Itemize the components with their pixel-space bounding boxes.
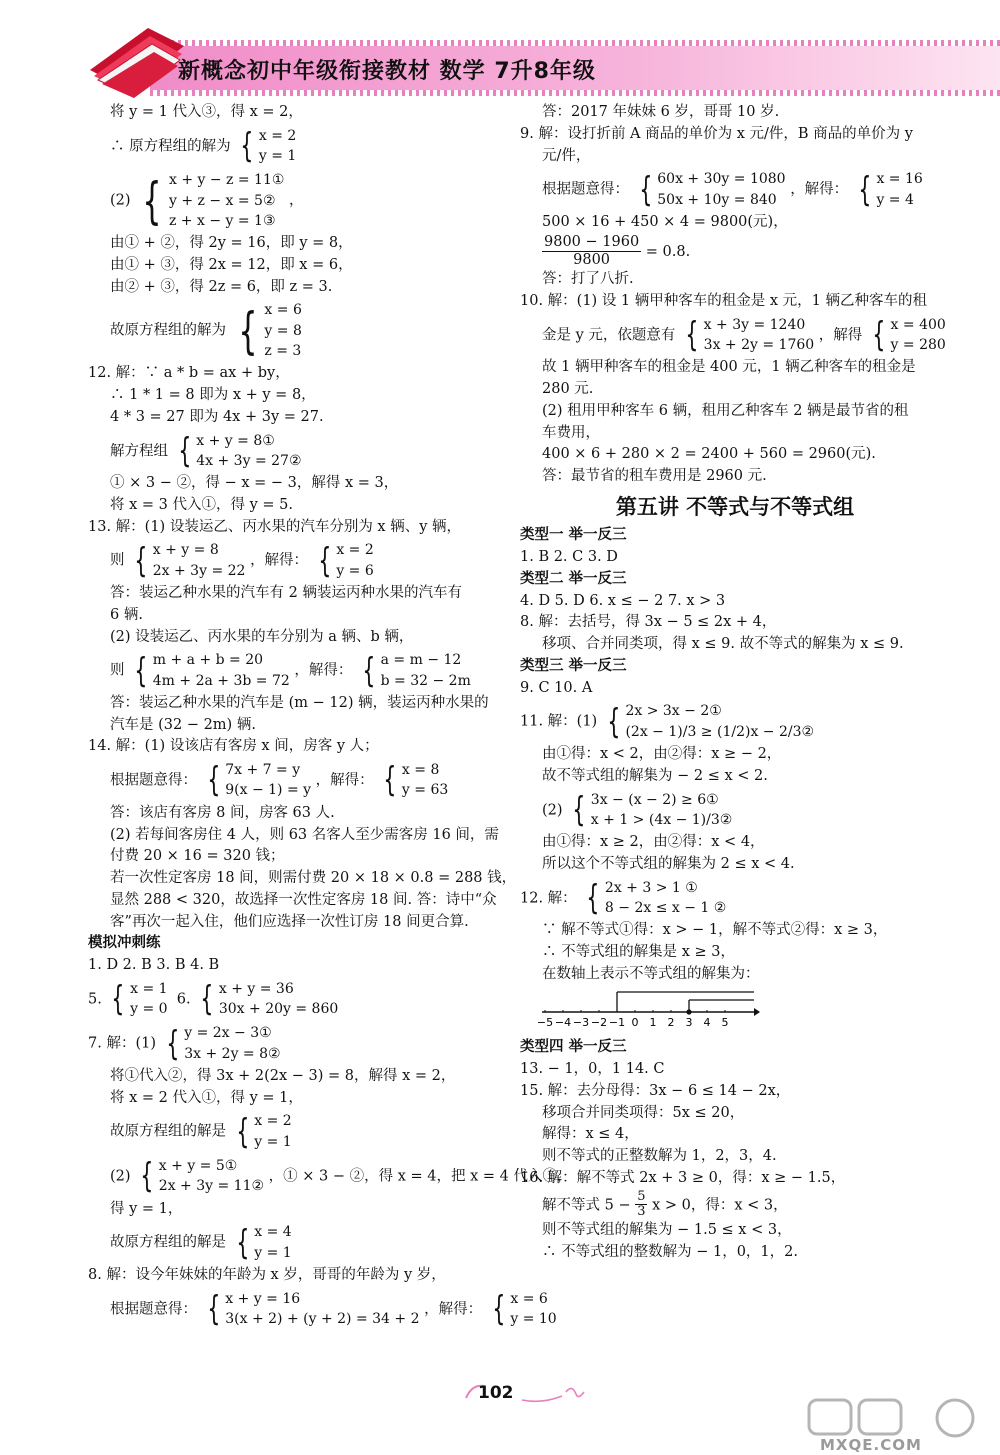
numerator: 9800 − 1960 xyxy=(542,234,641,252)
eq: 7x + 7 = y xyxy=(225,762,301,779)
text: 12. 解： xyxy=(520,889,577,906)
eq: x + y = 8 xyxy=(152,542,219,559)
text-line: 由①得：x < 2，由②得：x ≥ − 2， xyxy=(542,746,782,763)
text-line: 10. 解：(1) 设 1 辆甲种客车的租金是 x 元，1 辆乙种客车的租 xyxy=(520,293,927,310)
eq: a = m − 12 xyxy=(380,652,462,669)
eq: x = 6 xyxy=(510,1290,548,1307)
equation-system xyxy=(88,168,508,233)
equation-system xyxy=(88,1154,572,1199)
eq: y = 8 xyxy=(264,322,302,339)
eq: z = 3 xyxy=(264,343,302,360)
text-line: 解得：x ≤ 4， xyxy=(542,1126,639,1143)
text-line: 13. − 1，0，1 14. C xyxy=(520,1061,665,1077)
text-line: 车费用， xyxy=(542,424,600,441)
brace-icon: { xyxy=(177,430,191,471)
eq: (2x − 1)/3 ≥ (1/2)x − 2/3② xyxy=(625,723,815,740)
denominator: 9800 xyxy=(573,251,611,268)
text: ，① × 3 − ②，得 x = 4，把 x = 4 代入①， xyxy=(268,1168,572,1185)
eq: x = 2 xyxy=(336,542,374,559)
brace-icon: { xyxy=(235,1222,249,1263)
text: 故原方程组的解是 xyxy=(110,1123,226,1140)
equation-system xyxy=(88,1021,508,1066)
eq: 2x + 3y = 22 xyxy=(152,562,246,579)
text-line: ∴ 1 * 1 = 8 即为 x + y = 8， xyxy=(110,387,316,404)
text: ，解得： xyxy=(315,772,374,789)
eq: x = 4 xyxy=(254,1224,292,1241)
text: ，解得： xyxy=(294,662,353,679)
text-line: 由① + ③，得 2x = 12，即 x = 6， xyxy=(110,256,353,273)
eq: 3x + 2y = 8② xyxy=(184,1045,281,1062)
equation-system xyxy=(88,429,508,474)
text-line: 移项、合并同类项，得 x ≤ 9. 故不等式的解集为 x ≤ 9. xyxy=(542,636,904,653)
text: 7. 解：(1) xyxy=(88,1035,156,1052)
text-line: 400 × 6 + 280 × 2 = 2400 + 560 = 2960(元). xyxy=(542,446,876,463)
brace-icon: { xyxy=(165,1023,179,1064)
text-line: 4. D 5. D 6. x ≤ − 2 7. x > 3 xyxy=(520,592,726,609)
brace-icon: { xyxy=(235,1111,249,1152)
text: (2) xyxy=(110,192,131,209)
text-line: 答：2017 年妹妹 6 岁，哥哥 10 岁. xyxy=(542,104,780,120)
eq: y = 63 xyxy=(401,782,449,799)
axis-tick-label: −3 xyxy=(572,1015,590,1029)
page-number: 102 xyxy=(478,1383,514,1403)
eq: 3(x + 2) + (y + 2) = 34 + 2 xyxy=(225,1311,420,1328)
text-line: 元/件， xyxy=(542,147,591,164)
text-line: 将 x = 2 代入①，得 y = 1， xyxy=(110,1089,303,1106)
text-line: 付费 20 × 16 = 320 钱； xyxy=(110,848,285,865)
eq: 2x + 3y = 11② xyxy=(158,1178,265,1195)
text-line: 6 辆. xyxy=(110,606,143,623)
brace-icon: { xyxy=(134,540,148,581)
brace-icon: { xyxy=(492,1289,506,1330)
eq: 4x + 3y = 27② xyxy=(196,452,302,469)
text: 故原方程组的解为 xyxy=(110,322,226,339)
text-line: 显然 288 < 320，故选择一次性定客房 18 间. 答：诗中“众 xyxy=(110,891,497,908)
eq: 3x + 2y = 1760 xyxy=(703,337,815,354)
axis-tick-label: 1 xyxy=(649,1015,657,1029)
brace-icon: { xyxy=(362,650,376,691)
text-line: 若一次性定客房 18 间，则需付费 20 × 18 × 0.8 = 288 钱， xyxy=(110,870,517,886)
text-line: 答：最节省的租车费用是 2960 元. xyxy=(542,468,767,485)
text-line: 16. 解：解不等式 2x + 3 ≥ 0，得：x ≥ − 1.5， xyxy=(520,1169,846,1186)
eq: y = 0 xyxy=(130,1001,168,1018)
brace-icon: { xyxy=(872,315,886,356)
text-line: 答：该店有客房 8 间，房客 63 人. xyxy=(110,804,335,821)
text: 则 xyxy=(110,662,125,679)
text: 解不等式 5 − xyxy=(542,1196,631,1213)
text: (2) xyxy=(110,1168,131,1185)
type-heading: 类型三 举一反三 xyxy=(520,657,627,674)
eq: y = 2x − 3① xyxy=(184,1025,272,1042)
text-line: 答：打了八折. xyxy=(542,271,634,288)
equation-system xyxy=(88,758,508,803)
brace-icon: { xyxy=(383,760,397,801)
eq: x + y − z = 11① xyxy=(168,172,285,189)
text-line: ∵ 解不等式①得：x > − 1，解不等式②得：x ≥ 3， xyxy=(542,922,888,939)
eq: y + z − x = 5② xyxy=(168,192,276,209)
equation-system xyxy=(520,876,950,921)
equation-system xyxy=(88,538,508,583)
eq: b = 32 − 2m xyxy=(380,672,471,689)
brace-icon: { xyxy=(572,789,586,830)
number-line xyxy=(536,988,760,1030)
equation-system xyxy=(88,298,508,363)
text-line: 15. 解：去分母得：3x − 6 ≤ 14 − 2x， xyxy=(520,1082,791,1099)
text-line: 500 × 16 + 450 × 4 = 9800(元)， xyxy=(542,213,788,230)
text-line: ① × 3 − ②，得 − x = − 3，解得 x = 3， xyxy=(110,475,399,492)
text-line: 将 x = 3 代入①，得 y = 5. xyxy=(110,496,293,513)
eq: y = 280 xyxy=(890,337,946,354)
axis-tick-label: 4 xyxy=(703,1015,711,1029)
eq: x + y = 8① xyxy=(196,432,275,449)
text: ∴ 原方程组的解为 xyxy=(110,138,231,155)
brace-icon: { xyxy=(200,979,214,1020)
equation-system xyxy=(88,124,508,169)
text: ， xyxy=(289,192,304,209)
text: 故原方程组的解是 xyxy=(110,1234,226,1251)
text-line: 12. 解：∵ a * b = ax + by， xyxy=(88,365,290,382)
equation-system xyxy=(88,648,508,693)
equation-system xyxy=(88,1287,557,1332)
text-line: 故不等式组的解集为 − 2 ≤ x < 2. xyxy=(542,767,768,784)
text-line: 由① + ②，得 2y = 16，即 y = 8， xyxy=(110,235,353,252)
equation-system xyxy=(88,1109,508,1154)
text-line: 由①得：x ≥ 2，由②得：x < 4， xyxy=(542,834,765,851)
brace-icon: { xyxy=(206,1289,220,1330)
books-icon xyxy=(88,20,188,100)
brace-icon: { xyxy=(685,315,699,356)
equation-system xyxy=(520,313,950,358)
section-title: 第五讲 不等式与不等式组 xyxy=(615,494,855,519)
eq: y = 4 xyxy=(876,191,914,208)
axis-tick-label: −2 xyxy=(590,1015,608,1029)
text-line: 4 * 3 = 27 即为 4x + 3y = 27. xyxy=(110,408,324,425)
text-line: 答：装运乙种水果的汽车是 (m − 12) 辆，装运丙种水果的 xyxy=(110,694,489,711)
eq: 30x + 20y = 860 xyxy=(218,1001,339,1018)
denominator: 3 xyxy=(637,1204,646,1220)
eq: x = 16 xyxy=(876,171,923,188)
text-line: (2) 租用甲种客车 6 辆，租用乙种客车 2 辆是最节省的租 xyxy=(542,402,909,419)
equation-system xyxy=(520,167,950,212)
text: 根据题意得： xyxy=(542,181,629,198)
equation-system xyxy=(88,1220,508,1265)
eq: x + 3y = 1240 xyxy=(703,316,806,333)
text: 11. 解：(1) xyxy=(520,713,598,730)
eq: y = 1 xyxy=(258,148,297,165)
axis-tick-label: −4 xyxy=(554,1015,572,1029)
eq: m + a + b = 20 xyxy=(152,652,264,669)
type-heading: 类型二 举一反三 xyxy=(520,570,627,587)
eq: x + y = 5① xyxy=(158,1158,238,1175)
text-line: 13. 解：(1) 设装运乙、丙水果的汽车分别为 x 辆、y 辆， xyxy=(88,518,462,535)
text-line: 客”再次一起入住，他们应选择一次性订房 18 间更合算. xyxy=(110,913,469,930)
header-title: 新概念初中年级衔接教材 数学 7升8年级 xyxy=(178,59,596,84)
text: (2) xyxy=(542,801,563,818)
text: 6. xyxy=(176,991,191,1008)
type-heading: 类型四 举一反三 xyxy=(520,1039,627,1056)
equation-system xyxy=(520,699,950,744)
text: = 0.8. xyxy=(645,243,691,260)
text-line: 8. 解：设今年妹妹的年龄为 x 岁，哥哥的年龄为 y 岁， xyxy=(88,1266,446,1283)
brace-icon: { xyxy=(607,701,621,742)
text: 金是 y 元，依题意有 xyxy=(542,327,676,344)
brace-icon: { xyxy=(140,1156,154,1197)
eq: 2x > 3x − 2① xyxy=(625,703,722,720)
fraction-line xyxy=(520,1190,950,1221)
equation-system xyxy=(520,788,950,833)
axis-arrow-icon xyxy=(754,1008,760,1016)
text: x > 0，得：x < 3， xyxy=(652,1196,788,1213)
eq: x = 1 xyxy=(130,980,168,997)
eq: 9(x − 1) = y xyxy=(225,782,312,799)
fraction-line xyxy=(520,234,950,270)
axis-tick-label: 5 xyxy=(721,1015,729,1029)
eq: x + y = 16 xyxy=(225,1290,301,1307)
text: 根据题意得： xyxy=(110,772,197,789)
eq: x + 1 > (4x − 1)/3② xyxy=(590,811,733,828)
eq: y = 6 xyxy=(336,562,374,579)
text-line: 8. 解：去括号，得 3x − 5 ≤ 2x + 4， xyxy=(520,614,777,631)
text-line: 汽车是 (32 − 2m) 辆. xyxy=(110,716,256,733)
numerator: 5 xyxy=(637,1188,646,1204)
text-line: 则不等式组的解集为 − 1.5 ≤ x < 3， xyxy=(542,1222,792,1239)
text-line: (2) 若每间客房住 4 人，则 63 名客人至少需客房 16 间，需 xyxy=(110,826,499,843)
brace-icon: { xyxy=(318,540,331,581)
text-line: 在数轴上表示不等式组的解集为： xyxy=(542,965,760,982)
brace-icon: { xyxy=(111,979,125,1020)
eq: y = 1 xyxy=(254,1133,292,1150)
page-header xyxy=(0,0,1000,100)
brace-icon: { xyxy=(237,301,258,360)
text: 5. xyxy=(88,991,102,1008)
text-line: 将①代入②，得 3x + 2(2x − 3) = 8，解得 x = 2， xyxy=(110,1067,456,1084)
text: ，解得： xyxy=(790,181,849,198)
eq: 50x + 10y = 840 xyxy=(657,191,777,208)
header-dots-bottom xyxy=(150,90,1000,96)
text-line: 1. B 2. C 3. D xyxy=(520,549,618,566)
text-line: ∴ 不等式组的解集是 x ≥ 3， xyxy=(542,944,735,960)
brace-icon: { xyxy=(206,760,220,801)
eq: 60x + 30y = 1080 xyxy=(657,171,786,188)
text-line: 故 1 辆甲种客车的租金是 400 元，1 辆乙种客车的租金是 xyxy=(542,359,916,376)
eq: x = 2 xyxy=(254,1113,292,1130)
right-column xyxy=(520,102,950,1264)
text-line: (2) 设装运乙、丙水果的车分别为 a 辆、b 辆， xyxy=(110,628,414,645)
brace-icon: { xyxy=(858,169,872,210)
axis-tick-label: 2 xyxy=(667,1015,675,1029)
watermark-text: MXQE.COM xyxy=(820,1436,922,1454)
axis-tick-label: −5 xyxy=(536,1015,554,1029)
text-line: 14. 解：(1) 设该店有客房 x 间，房客 y 人； xyxy=(88,738,379,755)
text: 则 xyxy=(110,552,125,569)
eq: x = 6 xyxy=(264,302,302,319)
text-line: 9. 解：设打折前 A 商品的单价为 x 元/件，B 商品的单价为 y xyxy=(520,125,913,142)
text-line: 所以这个不等式组的解集为 2 ≤ x < 4. xyxy=(542,855,795,872)
text-line: 答：装运乙种水果的汽车有 2 辆装运丙种水果的汽车有 xyxy=(110,585,462,602)
eq: 4m + 2a + 3b = 72 xyxy=(152,672,290,689)
text-line: 移项合并同类项得：5x ≤ 20， xyxy=(542,1104,745,1121)
text-line: 将 y = 1 代入③，得 x = 2， xyxy=(110,104,303,120)
eq: y = 1 xyxy=(254,1244,292,1261)
brace-icon: { xyxy=(240,126,254,167)
text-line: 得 y = 1， xyxy=(110,1200,183,1217)
brace-icon: { xyxy=(638,169,652,210)
eq: 3x − (x − 2) ≥ 6① xyxy=(590,791,719,808)
axis-tick-label: −1 xyxy=(608,1015,626,1029)
text-line: 9. C 10. A xyxy=(520,679,593,696)
brace-icon: { xyxy=(134,650,148,691)
text: 根据题意得： xyxy=(110,1301,197,1318)
text: ，解得： xyxy=(250,552,309,569)
text-line: 则不等式的正整数解为 1，2，3，4. xyxy=(542,1148,777,1164)
text-line: ∴ 不等式组的整数解为 − 1，0，1，2. xyxy=(542,1244,798,1261)
eq: x + y = 36 xyxy=(218,980,294,997)
text: ，解得 xyxy=(818,327,863,344)
eq: x = 8 xyxy=(401,762,440,779)
eq: 8 − 2x ≤ x − 1 ② xyxy=(604,899,727,916)
eq: y = 10 xyxy=(510,1311,557,1328)
brace-icon: { xyxy=(586,877,600,918)
text: ，解得： xyxy=(424,1301,483,1318)
axis-tick-label: 3 xyxy=(685,1015,693,1029)
eq: x = 2 xyxy=(258,127,297,144)
brace-icon: { xyxy=(142,171,162,230)
axis-tick-label: 0 xyxy=(631,1015,639,1029)
eq: 2x + 3 > 1 ① xyxy=(604,879,698,896)
text-line: 280 元. xyxy=(542,381,594,398)
text-line: 1. D 2. B 3. B 4. B xyxy=(88,957,220,973)
type-heading: 类型一 举一反三 xyxy=(520,527,627,544)
text-line: 由② + ③，得 2z = 6，即 z = 3. xyxy=(110,278,333,295)
equation-system xyxy=(88,977,508,1022)
text: 解方程组 xyxy=(110,442,168,459)
section-heading: 模拟冲刺练 xyxy=(88,935,161,952)
eq: z + x − y = 1③ xyxy=(168,212,276,229)
eq: x = 400 xyxy=(890,316,946,333)
